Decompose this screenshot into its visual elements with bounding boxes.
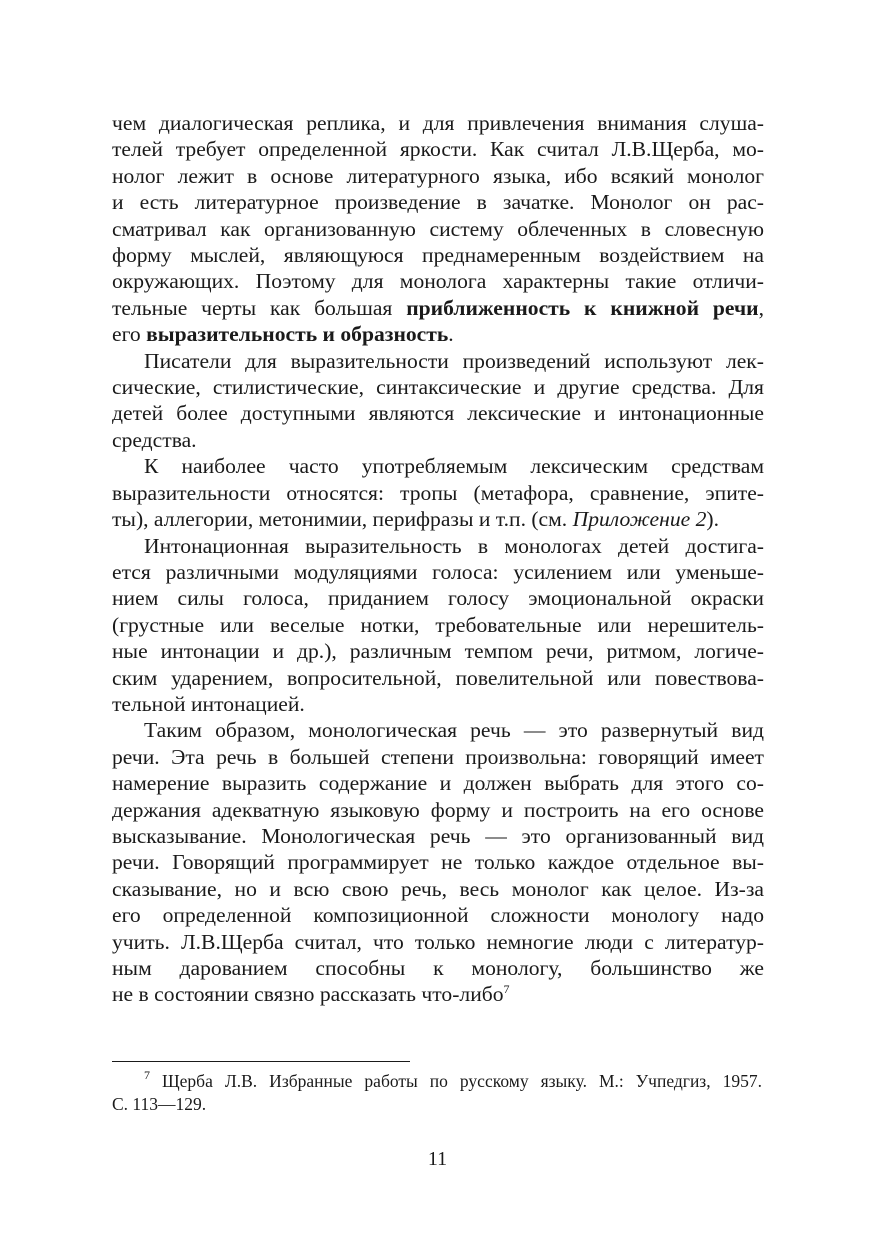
bold-emphasis: приближенность к книжной речи [406,295,759,320]
bold-emphasis: выразительность и образность [146,322,449,347]
text-run: не в состоянии связно рассказать что-либо [112,982,504,1007]
text-line: выразительности относятся: тропы (метафора, сравнение, эпите- [112,480,764,505]
text-line: нием силы голоса, приданием голосу эмоциональной окраски [112,586,764,611]
text-run: тельные черты как большая [112,295,407,320]
text-run: ты), аллегории, метонимии, перифразы и т.п. (см. [112,507,573,532]
text-line: речи. Говорящий программирует не только каждое отдельное вы- [112,850,764,875]
footnote-line: С. 113—129. [112,1094,207,1114]
text-line [112,506,764,532]
paragraph-5 [112,717,764,1007]
text-line: речи. Эта речь в большей степени произвольна: говорящий имеет [112,744,764,769]
text-line: Таким образом, монологическая речь — это развернутый вид [144,718,764,743]
text-line: намерение выразить содержание и должен выбрать для этого со- [112,771,764,796]
footnote-marker: 7 [144,1068,150,1082]
text-line: ным дарованием способны к монологу, большинство же [112,956,764,980]
text-run: ). [706,507,720,532]
text-line: К наиболее часто употребляемым лексическим средствам [144,454,764,479]
text-line: нолог лежит в основе литературного языка, ибо всякий монолог [112,163,764,188]
text-line: окружающих. Поэтому для монолога характерны такие отличи- [112,269,764,294]
text-line: и есть литературное произведение в зачатке. Монолог он рас- [112,190,764,215]
page-number: 11 [427,1148,448,1170]
text-line [112,295,764,321]
text-line: форму мыслей, являющуюся преднамеренным воздействием на [112,243,764,268]
text-run: , [758,295,764,320]
footnote-ref[interactable]: 7 [503,982,510,997]
footnote-line [112,1070,762,1093]
text-line: телей требует определенной яркости. Как считал Л.В.Щерба, мо- [112,137,764,162]
text-line: ским ударением, вопросительной, повелительной или повествова- [112,665,764,690]
text-line: средства. [112,427,197,452]
footnote-separator [112,1061,410,1062]
text-line: держания адекватную языковую форму и построить на его основе [112,797,764,822]
text-line [112,321,764,347]
paragraph-3 [112,453,764,532]
text-line: сматривал как организованную систему облеченных в словесную [112,216,764,241]
text-run: . [448,322,454,347]
text-line: сические, стилистические, синтаксические и другие средства. Для [112,375,764,400]
text-line: тельной интонацией. [112,691,305,716]
text-line: учить. Л.В.Щерба считал, что только немногие люди с литератур- [112,929,764,954]
text-line: чем диалогическая реплика, и для привлечения внимания слуша- [112,111,764,135]
text-line: ные интонации и др.), различным темпом речи, ритмом, логиче- [112,639,764,664]
text-run: его [112,322,147,347]
text-line: ется различными модуляциями голоса: усилением или уменьше- [112,559,764,584]
text-line: высказывание. Монологическая речь — это организованный вид [112,823,764,848]
paragraph-2 [112,348,764,454]
text-line [112,981,764,1007]
italic-reference: Приложение 2 [572,507,707,532]
page-body [112,110,764,1008]
paragraph-4 [112,533,764,718]
text-line: детей более доступными являются лексические и интонационные [112,401,764,426]
text-line: его определенной композиционной сложности монологу надо [112,903,764,928]
footnote [112,1070,762,1116]
text-line: сказывание, но и всю свою речь, весь монолог как целое. Из-за [112,876,764,901]
text-line: (грустные или веселые нотки, требовательные или нерешитель- [112,612,764,637]
text-line: Писатели для выразительности произведений используют лек- [144,348,764,373]
text-line: Интонационная выразительность в монологах детей достига- [144,533,764,558]
paragraph-1 [112,110,764,348]
footnote-text: Щерба Л.В. Избранные работы по русскому языку. М.: Учпедгиз, 1957. [162,1071,762,1091]
